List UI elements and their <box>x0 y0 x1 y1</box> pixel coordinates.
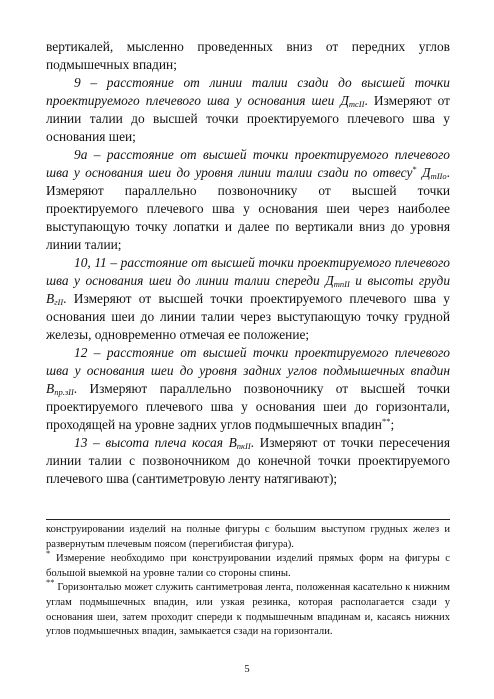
footnote-1: * Измерение необходимо при конструировании изделий прямых форм на фигуры с большой выемкой на уровне талии со стороны спины. <box>46 548 450 579</box>
main-text <box>46 38 450 488</box>
footnote-continuation: конструировании изделий на полные фигуры с большим выступом грудных желез и развернутым плечевым поясом (перегибистая фигура). <box>46 524 450 550</box>
footnote-divider <box>46 519 450 520</box>
paragraph-measure-10-11: 10, 11 – расстояние от высшей точки проектируемого плечевого шва у основания шеи до линии талии спереди $Д_{тпII}$ и высоты груди $В_{гII}$. Измеряют от высшей точки проектируемого плечевого шва у основания шеи до линии талии через выступающую точку грудной железы, одновременно отмечая ее положение; <box>46 255 451 342</box>
paragraph-measure-12: 12 – расстояние от высшей точки проектируемого плечевого шва у основания шеи до уровня задних углов подмышечных впадин $В_{пр.зII}$. Измеряют параллельно позвоночнику от высшей точки проектируемого плечевого шва у основания шеи до горизонтали, проходящей на уровне задних углов подмышечных впадин**; <box>46 345 450 432</box>
footnote-2: ** Горизонталью может служить сантиметровая лента, положенная касательно к нижним углам подмышечных впадин, или узкая резинка, которая располагается сзади у основания шеи, затем проходит спереди к подмышечным впадинам и, касаясь нижних углов подмышечных впадин, замыкается сзади на горизонтали. <box>46 577 450 638</box>
page-number: 5 <box>244 664 250 675</box>
paragraph-measure-9: 9 – расстояние от линии талии сзади до высшей точки проектируемого плечевого шва у основания шеи $Д_{тсII}$. Измеряют от линии талии до высшей точки проектируемого плечевого шва у основания шеи; <box>46 75 450 144</box>
paragraph-measure-13: 13 – высота плеча косая $В_{пкII}$. Измеряют от точки пересечения линии талии с позвоночником до конечной точки проектируемого плечевого шва (сантиметровую ленту натягивают); <box>46 435 450 486</box>
paragraph-measure-9a: 9а – расстояние от высшей точки проектируемого плечевого шва у основания шеи до уровня линии талии сзади по отвесу* $Д_{тIIо}$. Измеряют параллельно позвоночнику от высшей точки проектируемого плечевого шва у основания шеи через наиболее выступающую точку лопатки и далее по вертикали вниз до уровня линии талии; <box>46 147 450 252</box>
paragraph-continuation: вертикалей, мысленно проведенных вниз от передних углов подмышечных впадин; <box>46 39 450 72</box>
footnotes <box>46 523 450 640</box>
